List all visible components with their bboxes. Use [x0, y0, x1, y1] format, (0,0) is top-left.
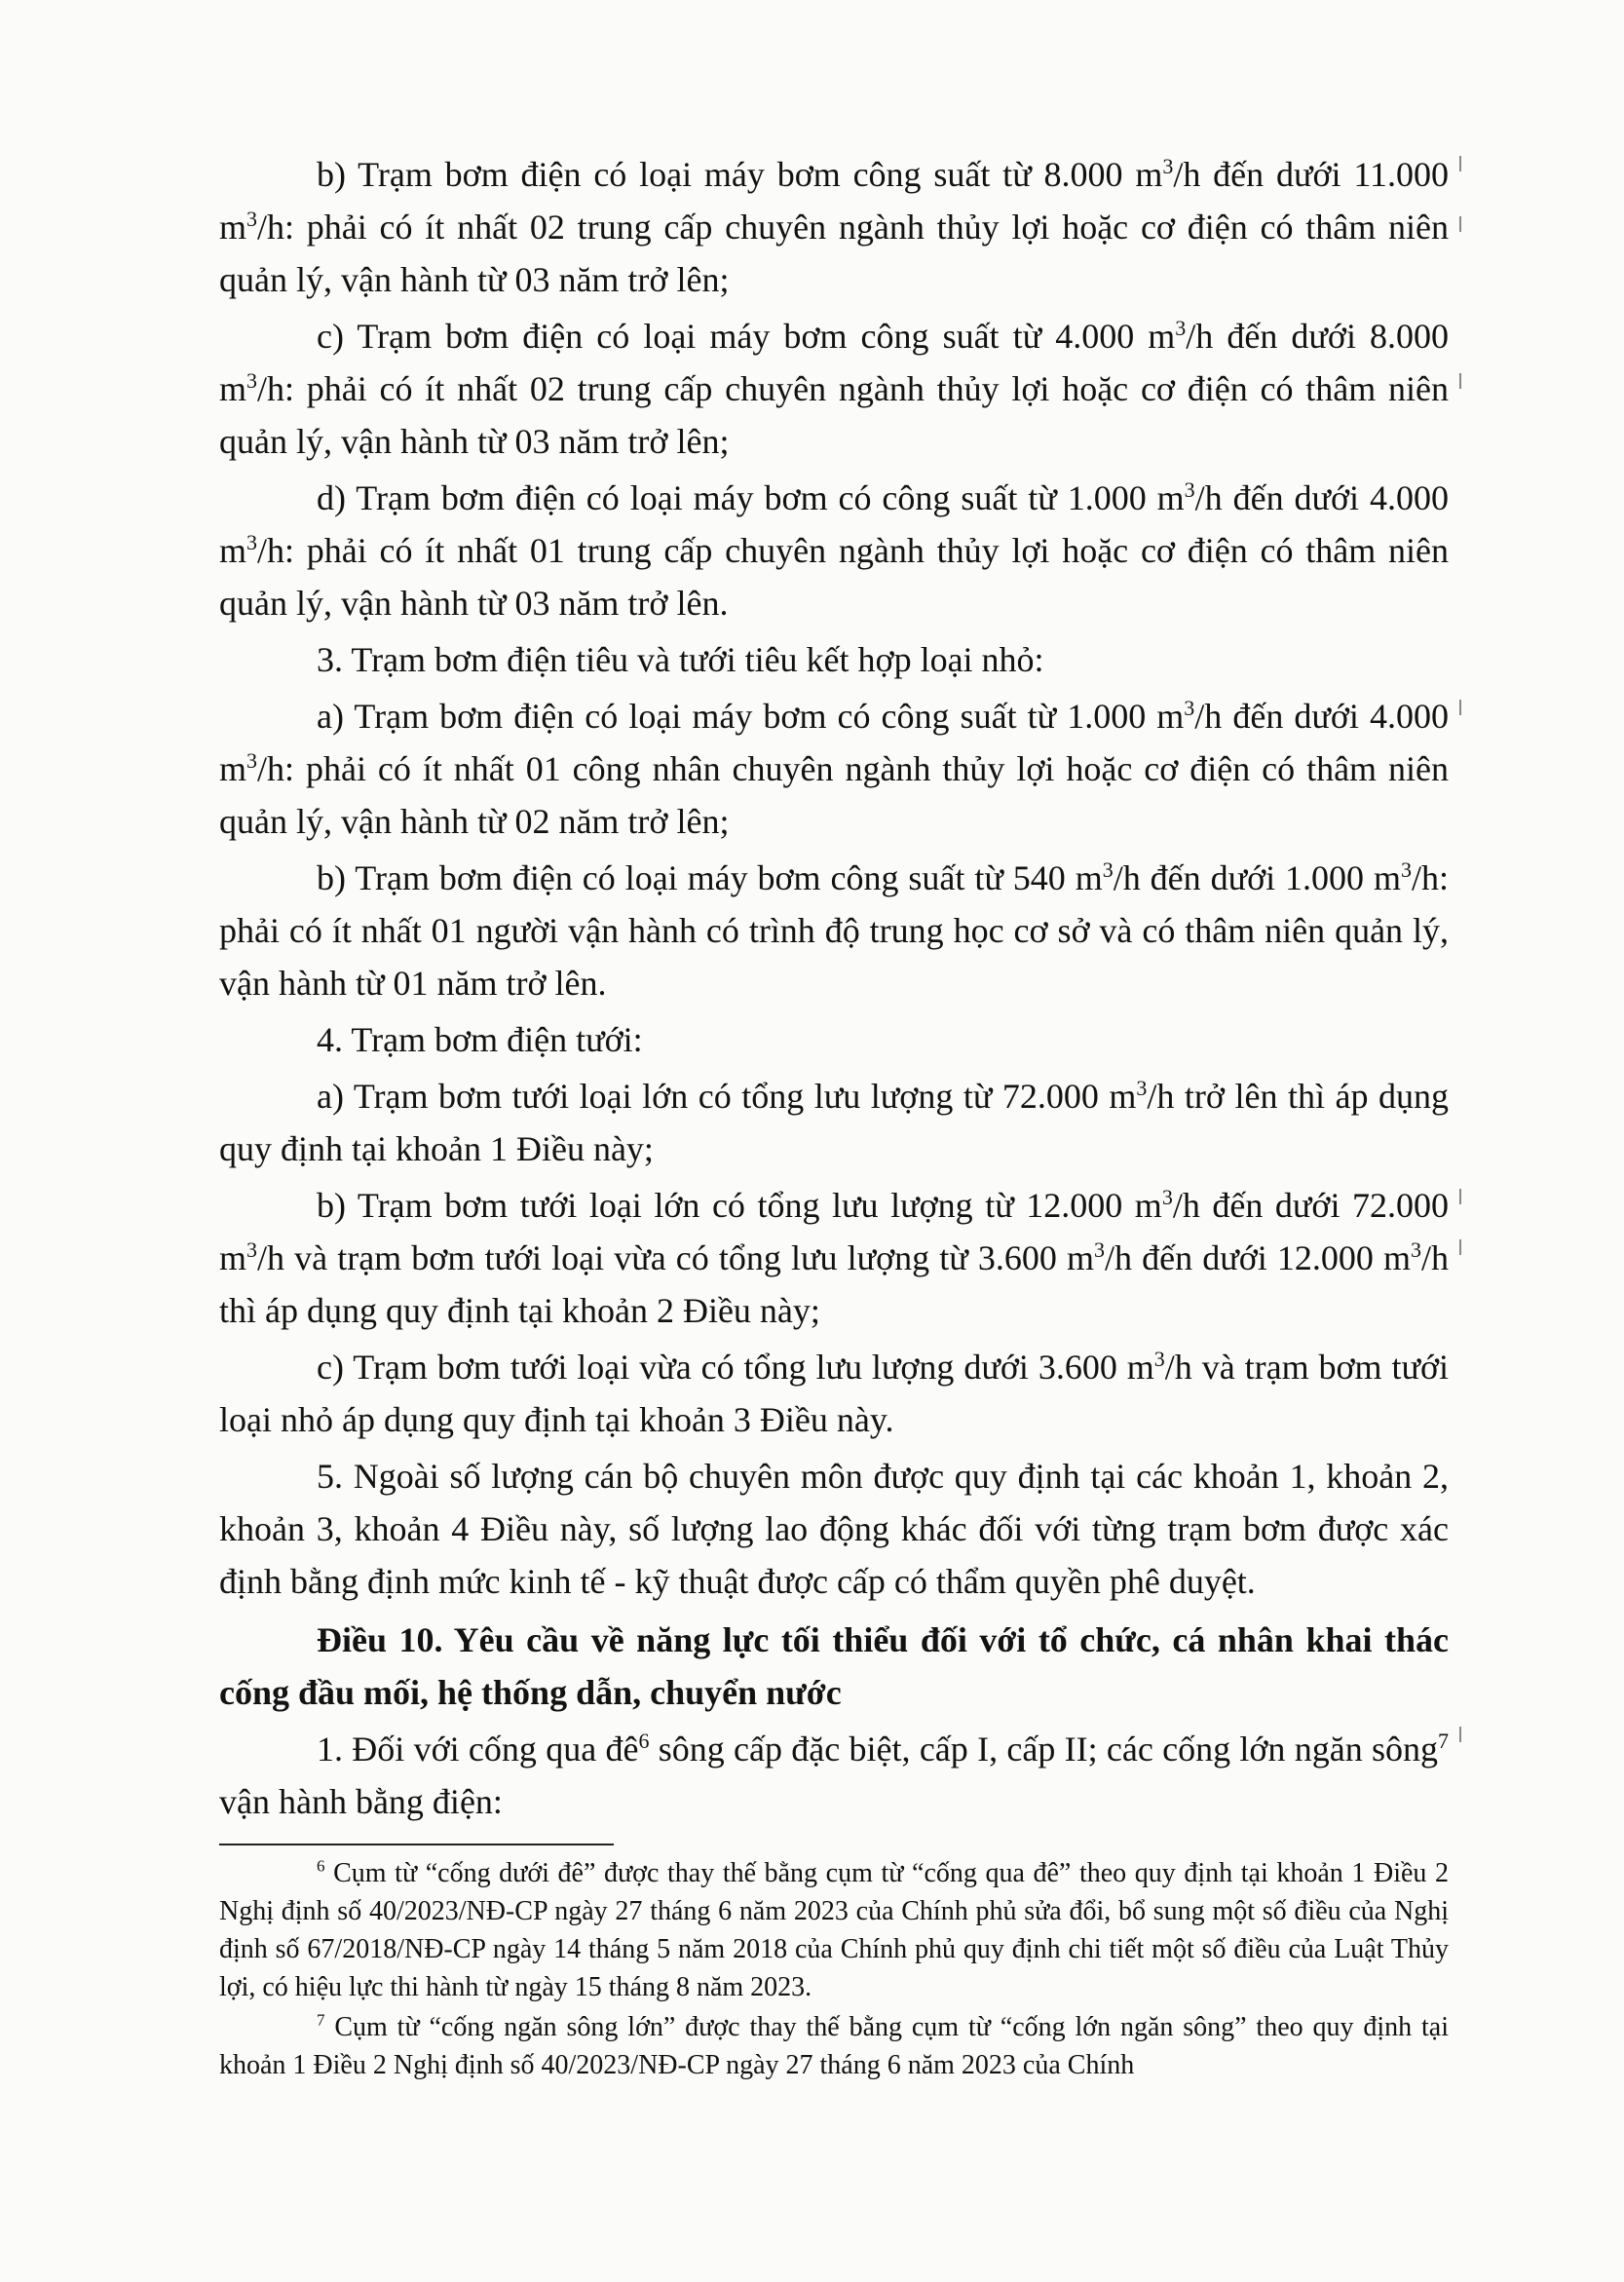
paragraph-clause-2c: c) Trạm bơm điện có loại máy bơm công suất từ 4.000 $m^3/h$ đến dưới 8.000 $m^3/h$: phải có ít nhất 02 trung cấp chuyên ngành thủy lợi hoặc cơ điện có thâm niên quản lý, vận hành từ 03 năm trở lên;: [219, 316, 1450, 461]
paragraph-clause-4b: b) Trạm bơm tưới loại lớn có tổng lưu lượng từ 12.000 $m^3/h$ đến dưới 72.000 $m^3/h$ và trạm bơm tưới loại vừa có tổng lưu lượng từ 3.600 $m^3/h$ đến dưới 12.000 $m^3/h$ thì áp dụng quy định tại khoản 2 Điều này;: [219, 1185, 1449, 1330]
scan-mark: [1459, 216, 1461, 232]
paragraph-clause-3a: a) Trạm bơm điện có loại máy bơm có công suất từ 1.000 $m^3/h$ đến dưới 4.000 $m^3/h$: phải có ít nhất 01 công nhân chuyên ngành thủy lợi hoặc cơ điện có thâm niên quản lý, vận hành từ 02 năm trở lên;: [219, 696, 1449, 841]
paragraph-clause-4: 4. Trạm bơm điện tưới:: [317, 1020, 643, 1059]
paragraph-clause-4a: a) Trạm bơm tưới loại lớn có tổng lưu lượng từ 72.000 $m^3/h$ trở lên thì áp dụng quy định tại khoản 1 Điều này;: [219, 1076, 1449, 1168]
paragraph-article-10-clause-1: 1. Đối với cống qua $đê^6$ sông cấp đặc biệt, cấp I, cấp II; các cống lớn ngăn sông$^7$ vận hành bằng điện:: [219, 1729, 1449, 1821]
body-text: [219, 148, 1449, 1832]
scan-mark: [1459, 700, 1461, 715]
scan-mark: [1459, 156, 1461, 171]
footnote-ref-6[interactable]: 6: [638, 1729, 650, 1753]
footnotes: [219, 1854, 1449, 2086]
paragraph-clause-2b: b) Trạm bơm điện có loại máy bơm công suất từ 8.000 $m^3/h$ đến dưới 11.000 $m^3/h$: phải có ít nhất 02 trung cấp chuyên ngành thủy lợi hoặc cơ điện có thâm niên quản lý, vận hành từ 03 năm trở lên;: [219, 154, 1449, 299]
footnote-7: $^7$ Cụm từ “cống ngăn sông lớn” được thay thế bằng cụm từ “cống lớn ngăn sông” theo quy định tại khoản 1 Điều 2 Nghị định số 40/2023/NĐ-CP ngày 27 tháng 6 năm 2023 của Chính: [219, 2010, 1449, 2080]
footnote-ref-7[interactable]: 7: [1438, 1729, 1449, 1753]
scan-mark: [1459, 373, 1461, 389]
paragraph-clause-4c: c) Trạm bơm tưới loại vừa có tổng lưu lượng dưới 3.600 $m^3/h$ và trạm bơm tưới loại nhỏ áp dụng quy định tại khoản 3 Điều này.: [219, 1347, 1450, 1439]
scan-mark: [1459, 1727, 1461, 1742]
paragraph-clause-3: 3. Trạm bơm điện tiêu và tưới tiêu kết hợp loại nhỏ:: [317, 640, 1044, 679]
paragraph-clause-3b: b) Trạm bơm điện có loại máy bơm công suất từ 540 $m^3/h$ đến dưới 1.000 $m^3/h$: phải có ít nhất 01 người vận hành có trình độ trung học cơ sở và có thâm niên quản lý, vận hành từ 01 năm trở lên.: [219, 857, 1449, 1003]
scan-mark: [1459, 1239, 1461, 1255]
paragraph-clause-5: 5. Ngoài số lượng cán bộ chuyên môn được quy định tại các khoản 1, khoản 2, khoản 3, khoản 4 Điều này, số lượng lao động khác đối với từng trạm bơm được xác định bằng định mức kinh tế - kỹ thuật được cấp có thẩm quyền phê duyệt.: [219, 1457, 1449, 1601]
paragraph-clause-2d: d) Trạm bơm điện có loại máy bơm có công suất từ 1.000 $m^3/h$ đến dưới 4.000 $m^3/h$: phải có ít nhất 01 trung cấp chuyên ngành thủy lợi hoặc cơ điện có thâm niên quản lý, vận hành từ 03 năm trở lên.: [219, 477, 1449, 623]
footnote-separator: [219, 1844, 614, 1845]
scan-mark: [1459, 1189, 1461, 1204]
article-10-heading: Điều 10. Yêu cầu về năng lực tối thiểu đối với tổ chức, cá nhân khai thác cống đầu mối, hệ thống dẫn, chuyển nước: [219, 1620, 1449, 1712]
footnote-6: $^6$ Cụm từ “cống dưới đê” được thay thế bằng cụm từ “cống qua đê” theo quy định tại khoản 1 Điều 2 Nghị định số 40/2023/NĐ-CP ngày 27 tháng 6 năm 2023 của Chính phủ sửa đổi, bổ sung một số điều của Nghị định số 67/2018/NĐ-CP ngày 14 tháng 5 năm 2018 của Chính phủ quy định chi tiết một số điều của Luật Thủy lợi, có hiệu lực thi hành từ ngày 15 tháng 8 năm 2023.: [219, 1856, 1449, 2002]
